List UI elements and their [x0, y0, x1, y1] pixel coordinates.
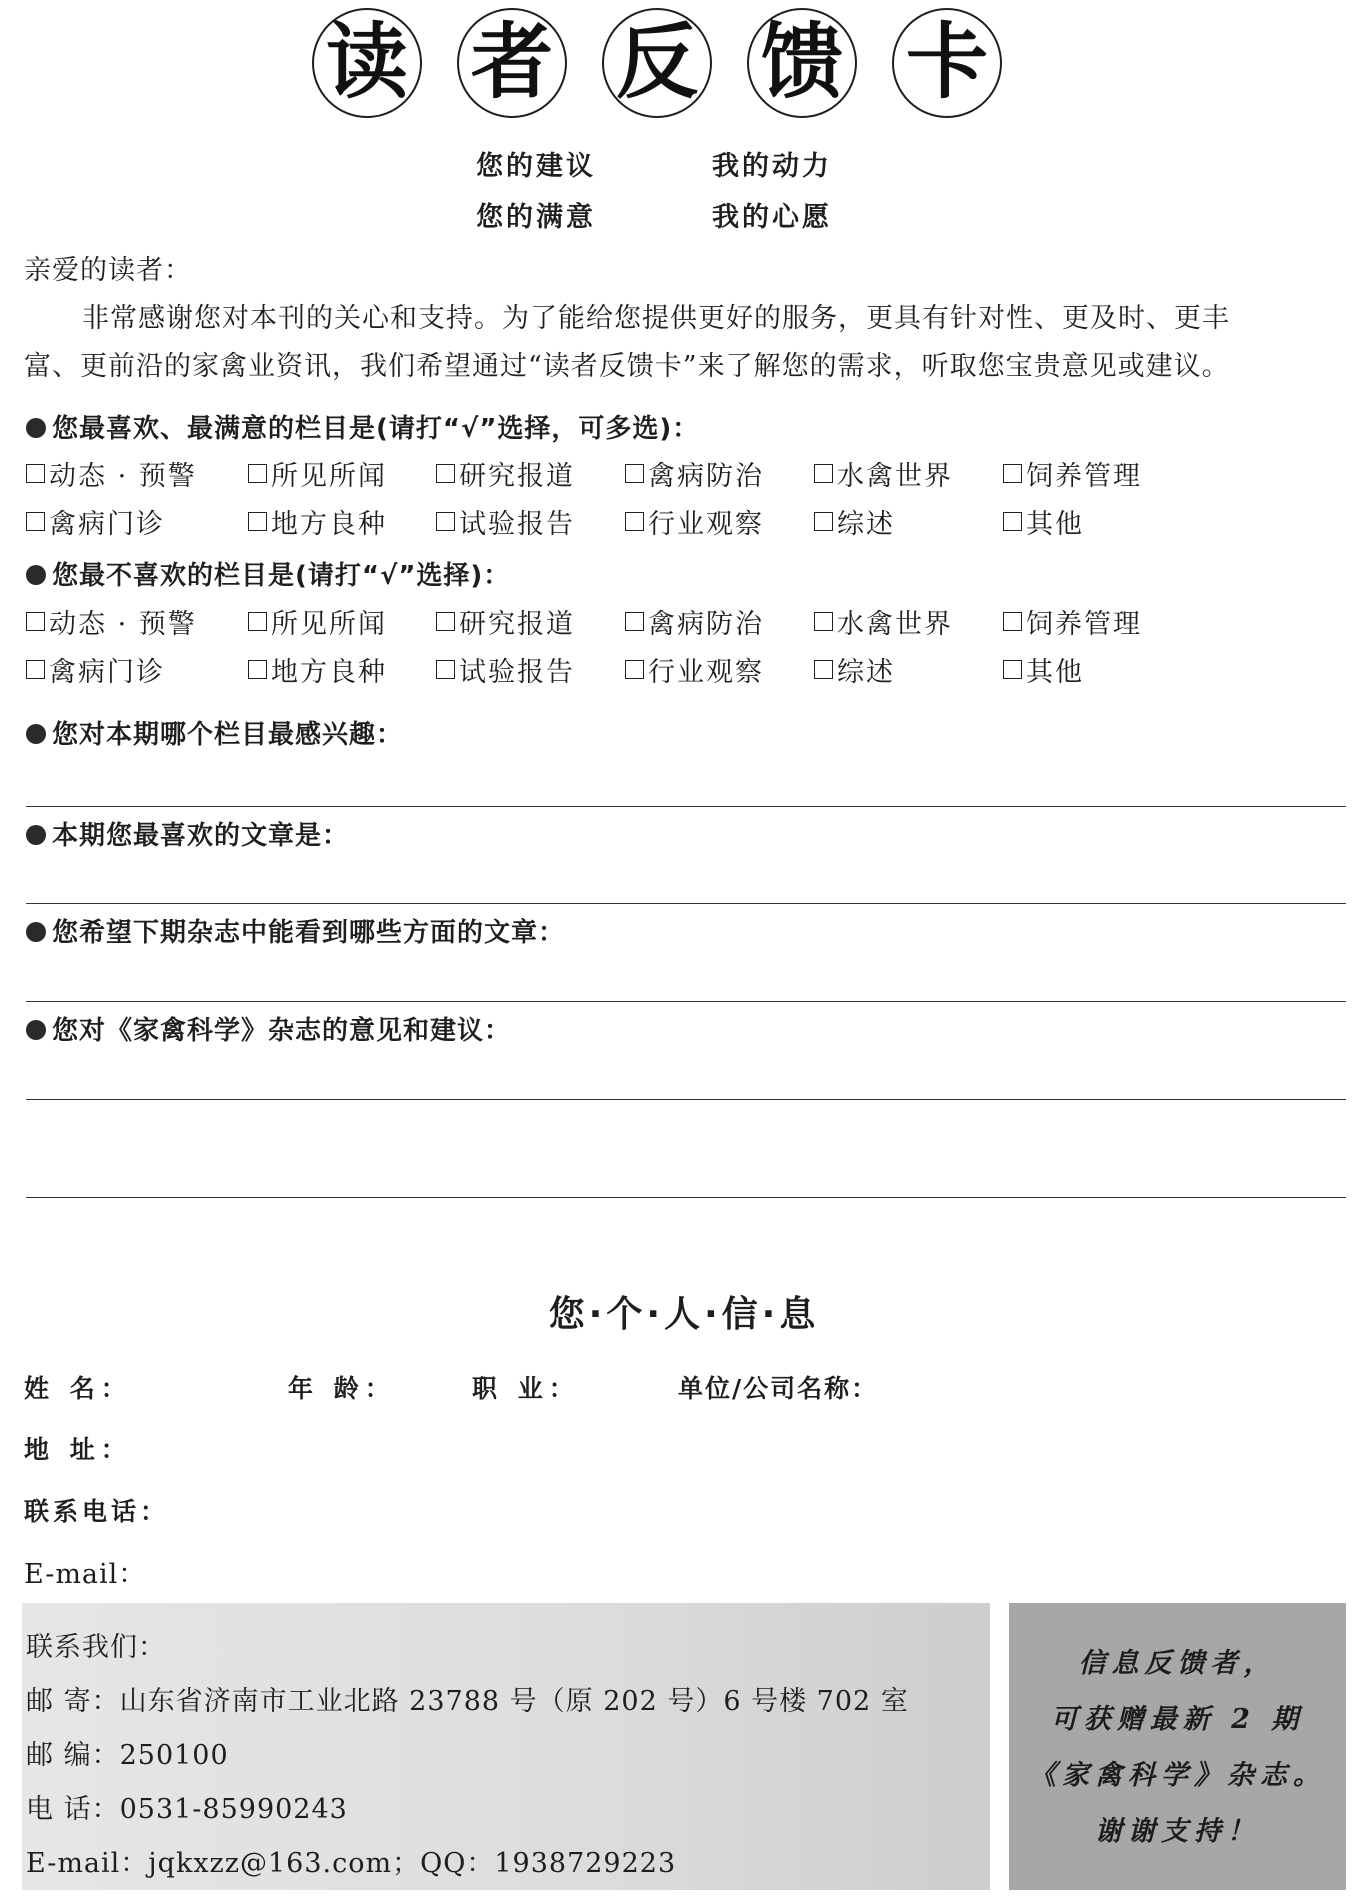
option-label: 研究报道 [459, 609, 575, 640]
answer-line-suggestions-2[interactable] [26, 1197, 1346, 1198]
least-option-dongtai[interactable] [26, 602, 197, 641]
answer-line-suggestions-1[interactable] [26, 1099, 1346, 1100]
favorite-options-row-2 [26, 502, 1326, 540]
checkbox-icon[interactable] [26, 464, 45, 483]
field-company-label[interactable]: 单位/公司名称： [678, 1374, 879, 1403]
least-option-menzhen[interactable] [26, 650, 165, 689]
contact-zip: 邮 编：250100 [26, 1740, 229, 1771]
field-name-label[interactable]: 姓 名： [24, 1374, 132, 1403]
gift-notice-panel [1009, 1603, 1346, 1890]
question-text: 本期您最喜欢的文章是： [52, 821, 350, 851]
question-next-issue-topics [26, 912, 565, 949]
option-label: 试验报告 [459, 657, 575, 688]
favorite-option-dongtai[interactable] [26, 454, 197, 493]
intro-line-1: 非常感谢您对本刊的关心和支持。为了能给您提供更好的服务，更具有针对性、更及时、更丰 [82, 303, 1230, 334]
least-option-shiyan[interactable] [436, 650, 575, 689]
favorite-option-zongshu[interactable] [814, 502, 895, 541]
card-title [312, 8, 1012, 126]
least-option-siyang[interactable] [1003, 602, 1142, 641]
least-option-qinbing[interactable] [625, 602, 764, 641]
question-favorite-article [26, 815, 349, 852]
bullet-icon [26, 418, 46, 438]
option-label: 禽病门诊 [49, 509, 165, 540]
least-option-liangzhong[interactable] [248, 650, 387, 689]
option-label: 行业观察 [648, 657, 764, 688]
field-job-label[interactable]: 职 业： [472, 1374, 580, 1403]
checkbox-icon[interactable] [1003, 660, 1022, 679]
question-text: 您对《家禽科学》杂志的意见和建议： [52, 1016, 512, 1046]
least-option-yanjiu[interactable] [436, 602, 575, 641]
greeting: 亲爱的读者： [24, 255, 192, 286]
option-label: 水禽世界 [837, 461, 953, 492]
answer-line-favorite-article[interactable] [26, 903, 1346, 904]
question-favorite-columns [26, 408, 699, 445]
question-text: 您对本期哪个栏目最感兴趣： [52, 720, 404, 750]
favorite-option-qita[interactable] [1003, 502, 1084, 541]
checkbox-icon[interactable] [814, 660, 833, 679]
checkbox-icon[interactable] [26, 660, 45, 679]
option-label: 饲养管理 [1026, 461, 1142, 492]
bullet-icon [26, 1020, 46, 1040]
slogan-right-2: 我的心愿 [712, 202, 832, 233]
least-option-shuiqin[interactable] [814, 602, 953, 641]
title-char-5: 卡 [892, 8, 1002, 118]
favorite-option-yanjiu[interactable] [436, 454, 575, 493]
slogan-left-2: 您的满意 [476, 202, 596, 233]
bullet-icon [26, 825, 46, 845]
option-label: 水禽世界 [837, 609, 953, 640]
checkbox-icon[interactable] [248, 464, 267, 483]
gift-line-3: 《家禽科学》杂志。 [1029, 1760, 1326, 1791]
checkbox-icon[interactable] [26, 612, 45, 631]
option-label: 动态 · 预警 [49, 461, 197, 492]
field-address-label[interactable]: 地 址： [24, 1435, 132, 1464]
field-email-label[interactable]: E-mail： [24, 1559, 147, 1590]
question-least-favorite-columns [26, 555, 510, 592]
field-phone-label[interactable]: 联系电话： [24, 1497, 170, 1526]
option-label: 其他 [1026, 509, 1084, 540]
least-options-row-1 [26, 602, 1326, 640]
slogan-right-1: 我的动力 [712, 151, 832, 182]
favorite-options-row-1 [26, 454, 1326, 492]
checkbox-icon[interactable] [625, 612, 644, 631]
checkbox-icon[interactable] [814, 612, 833, 631]
checkbox-icon[interactable] [625, 464, 644, 483]
gift-line-2: 可获赠最新 2 期 [1050, 1704, 1305, 1735]
option-label: 综述 [837, 657, 895, 688]
checkbox-icon[interactable] [248, 660, 267, 679]
option-label: 综述 [837, 509, 895, 540]
title-char-3: 反 [602, 8, 712, 118]
question-most-interesting-column [26, 714, 403, 751]
checkbox-icon[interactable] [436, 660, 455, 679]
option-label: 所见所闻 [271, 461, 387, 492]
contact-panel [22, 1603, 990, 1890]
question-text: 您最不喜欢的栏目是(请打“√”选择)： [52, 561, 511, 591]
least-option-zongshu[interactable] [814, 650, 895, 689]
contact-phone: 电 话：0531-85990243 [26, 1794, 348, 1825]
bullet-icon [26, 724, 46, 744]
checkbox-icon[interactable] [814, 512, 833, 531]
gift-line-4: 谢谢支持！ [1095, 1816, 1260, 1847]
favorite-option-hangye[interactable] [625, 502, 764, 541]
option-label: 地方良种 [271, 657, 387, 688]
option-label: 饲养管理 [1026, 609, 1142, 640]
favorite-option-liangzhong[interactable] [248, 502, 387, 541]
checkbox-icon[interactable] [814, 464, 833, 483]
gift-line-1: 信息反馈者， [1078, 1648, 1277, 1679]
question-text: 您希望下期杂志中能看到哪些方面的文章： [52, 918, 566, 948]
contact-heading: 联系我们： [26, 1632, 166, 1663]
option-label: 所见所闻 [271, 609, 387, 640]
checkbox-icon[interactable] [625, 512, 644, 531]
title-char-1: 读 [312, 8, 422, 118]
favorite-option-siyang[interactable] [1003, 454, 1142, 493]
bullet-icon [26, 922, 46, 942]
checkbox-icon[interactable] [26, 512, 45, 531]
least-option-hangye[interactable] [625, 650, 764, 689]
personal-info-title: 您·个·人·信·息 [548, 1294, 820, 1335]
option-label: 其他 [1026, 657, 1084, 688]
checkbox-icon[interactable] [1003, 464, 1022, 483]
least-option-suojian[interactable] [248, 602, 387, 641]
least-option-qita[interactable] [1003, 650, 1084, 689]
checkbox-icon[interactable] [436, 612, 455, 631]
option-label: 研究报道 [459, 461, 575, 492]
field-age-label[interactable]: 年 龄： [288, 1374, 396, 1403]
option-label: 动态 · 预警 [49, 609, 197, 640]
title-char-4: 馈 [747, 8, 857, 118]
checkbox-icon[interactable] [1003, 612, 1022, 631]
bullet-icon [26, 565, 46, 585]
intro-line-2: 富、更前沿的家禽业资讯，我们希望通过“读者反馈卡”来了解您的需求，听取您宝贵意见或建议。 [24, 351, 1230, 382]
answer-line-next-issue[interactable] [26, 1001, 1346, 1002]
checkbox-icon[interactable] [248, 512, 267, 531]
contact-email-qq: E-mail：jqkxzz@163.com；QQ：1938729223 [26, 1848, 677, 1879]
least-options-row-2 [26, 650, 1326, 688]
contact-mail-address: 邮 寄：山东省济南市工业北路 23788 号（原 202 号）6 号楼 702 室 [26, 1686, 909, 1717]
slogan-left-1: 您的建议 [476, 151, 596, 182]
option-label: 禽病防治 [648, 609, 764, 640]
option-label: 禽病防治 [648, 461, 764, 492]
checkbox-icon[interactable] [436, 464, 455, 483]
question-text: 您最喜欢、最满意的栏目是(请打“√”选择，可多选)： [52, 414, 700, 444]
checkbox-icon[interactable] [1003, 512, 1022, 531]
title-char-2: 者 [457, 8, 567, 118]
answer-line-most-interesting[interactable] [26, 806, 1346, 807]
checkbox-icon[interactable] [625, 660, 644, 679]
question-suggestions [26, 1010, 511, 1047]
favorite-option-qinbing[interactable] [625, 454, 764, 493]
favorite-option-suojian[interactable] [248, 454, 387, 493]
option-label: 禽病门诊 [49, 657, 165, 688]
option-label: 试验报告 [459, 509, 575, 540]
option-label: 地方良种 [271, 509, 387, 540]
checkbox-icon[interactable] [436, 512, 455, 531]
favorite-option-menzhen[interactable] [26, 502, 165, 541]
favorite-option-shiyan[interactable] [436, 502, 575, 541]
favorite-option-shuiqin[interactable] [814, 454, 953, 493]
checkbox-icon[interactable] [248, 612, 267, 631]
option-label: 行业观察 [648, 509, 764, 540]
